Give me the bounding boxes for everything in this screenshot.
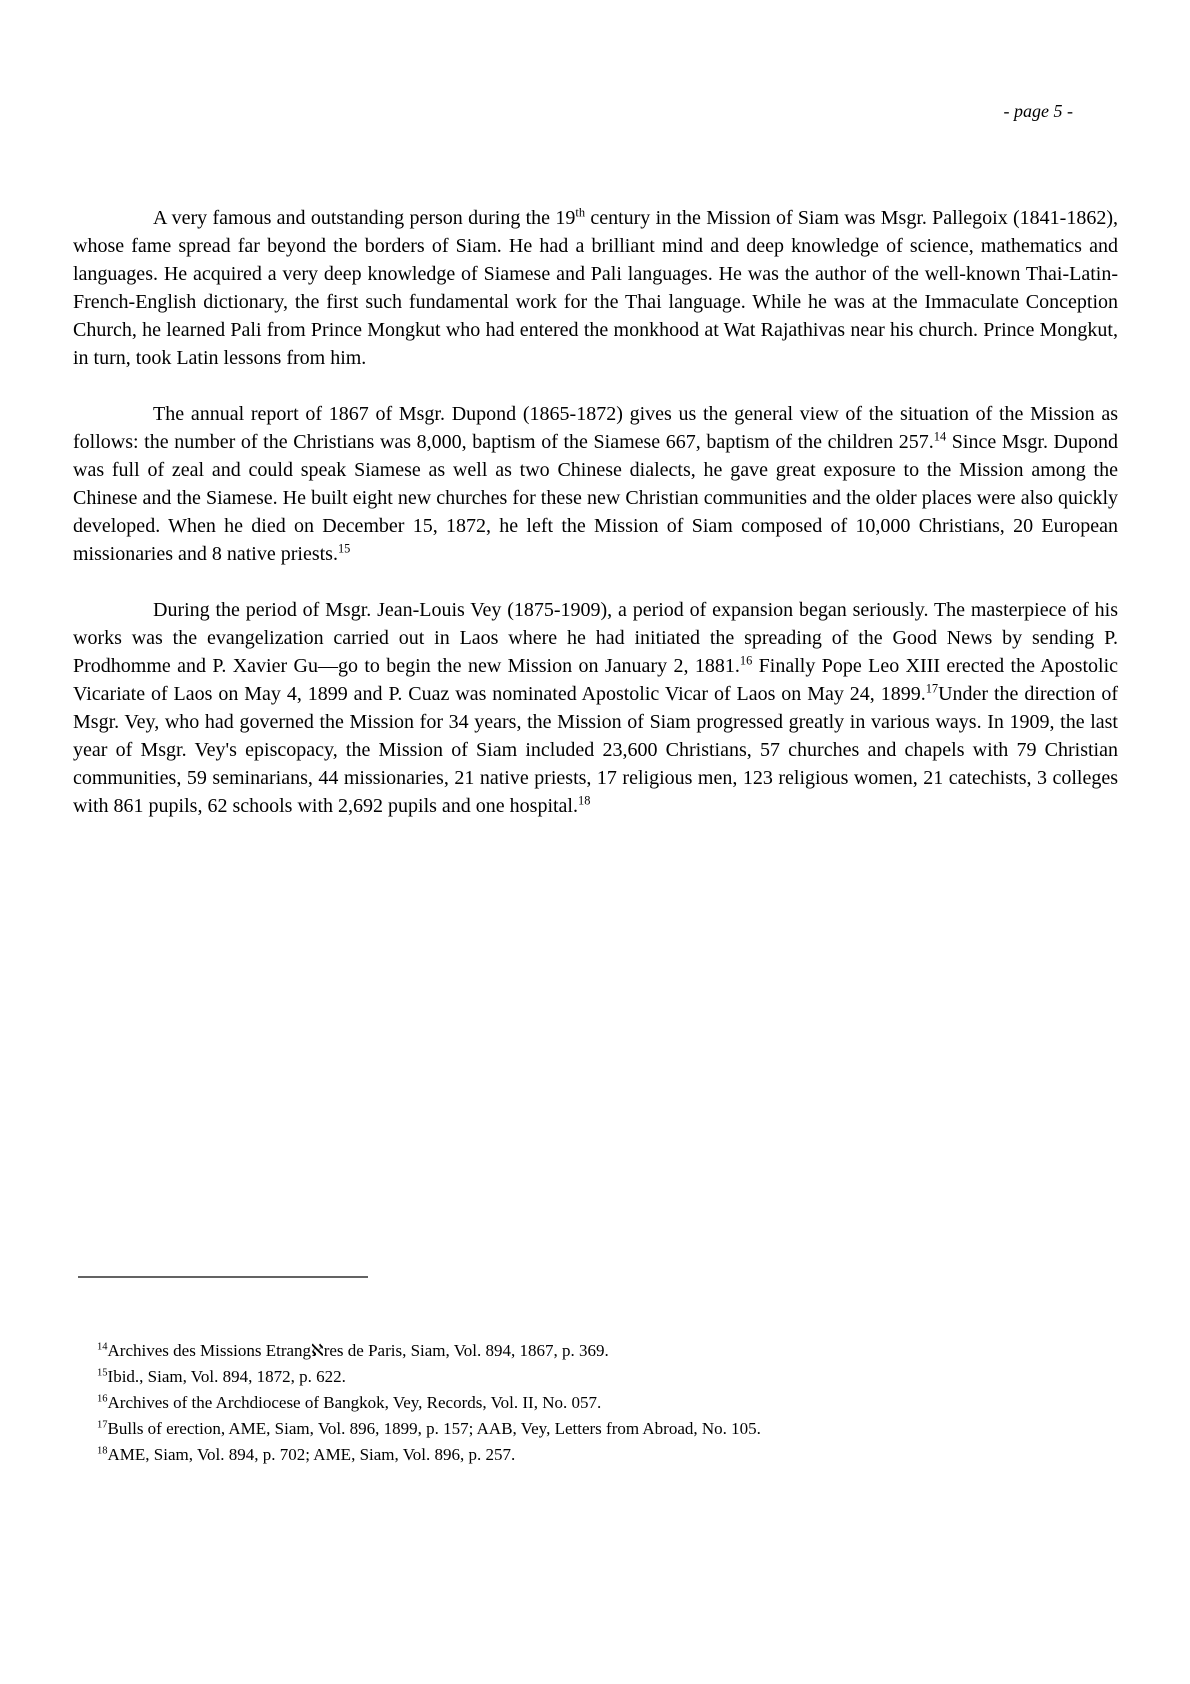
footnote-number: 17	[97, 1419, 108, 1431]
footnote-item	[97, 1364, 1118, 1390]
footnote-text: Archives of the Archdiocese of Bangkok, Vey, Records, Vol. II, No. 057.	[107, 1393, 602, 1412]
footnote-text: Bulls of erection, AME, Siam, Vol. 896, 1899, p. 157; AAB, Vey, Letters from Abroad, No. 105.	[107, 1419, 761, 1438]
body-text	[73, 204, 1118, 820]
footnote-separator	[78, 1276, 368, 1278]
paragraph-2: The annual report of 1867 of Msgr. Dupond (1865-1872) gives us the general view of the situation of the Mission as follows: the number of the Christians was 8,000, baptism of the Siamese 667, baptism of the children 257.14 Since Msgr. Dupond was full of zeal and could speak Siamese as well as two Chinese dialects, he gave great exposure to the Mission among the Chinese and the Siamese. He built eight new churches for these new Christian communities and the older places were also quickly developed. When he died on December 15, 1872, he left the Mission of Siam composed of 10,000 Christians, 20 European missionaries and 8 native priests.$^{15}$	[73, 403, 1118, 565]
footnote-item	[97, 1442, 1118, 1468]
footnote-number: 16	[97, 1393, 108, 1405]
footnote-text: Ibid., Siam, Vol. 894, 1872, p. 622.	[107, 1367, 346, 1386]
footnote-text: Archives des Missions Etrangℵres de Paris, Siam, Vol. 894, 1867, p. 369.	[107, 1341, 609, 1360]
footnote-item	[97, 1416, 1118, 1442]
footnote-number: 18	[97, 1445, 108, 1457]
footnote-number: 15	[97, 1367, 108, 1379]
paragraph-1: A very famous and outstanding person during the 19th century in the Mission of Siam was Msgr. Pallegoix (1841-1862), whose fame spread far beyond the borders of Siam. He had a brilliant mind and deep knowledge of science, mathematics and languages. He acquired a very deep knowledge of Siamese and Pali languages. He was the author of the well-known Thai-Latin-French-English dictionary, the first such fundamental work for the Thai language. While he was at the Immaculate Conception Church, he learned Pali from Prince Mongkut who had entered the monkhood at Wat Rajathivas near his church. Prince Mongkut, in turn, took Latin lessons from him.	[73, 205, 1119, 369]
paragraph-3: During the period of Msgr. Jean-Louis Vey (1875-1909), a period of expansion began seriously. The masterpiece of his works was the evangelization carried out in Laos where he had initiated the spreading of the Good News by sending P. Prodhomme and P. Xavier Gu—go to begin the new Mission on January 2, 1881.16 Finally Pope Leo XIII erected the Apostolic Vicariate of Laos on May 4, 1899 and P. Cuaz was nominated Apostolic Vicar of Laos on May 24, 1899.17Under the direction of Msgr. Vey, who had governed the Mission for 34 years, the Mission of Siam progressed greatly in various ways. In 1909, the last year of Msgr. Vey's episcopacy, the Mission of Siam included 23,600 Christians, 57 churches and chapels with 79 Christian communities, 59 seminarians, 44 missionaries, 21 native priests, 17 religious men, 123 religious women, 21 catechists, 3 colleges with 861 pupils, 62 schools with 2,692 pupils and one hospital.$^{18}$	[73, 599, 1118, 817]
footnotes	[97, 1338, 1118, 1468]
footnote-item	[97, 1338, 1118, 1364]
footnote-text: AME, Siam, Vol. 894, p. 702; AME, Siam, Vol. 896, p. 257.	[107, 1445, 516, 1464]
footnote-item	[97, 1390, 1118, 1416]
page-number-header: - page 5 -	[1003, 101, 1073, 121]
footnote-number: 14	[97, 1341, 108, 1353]
